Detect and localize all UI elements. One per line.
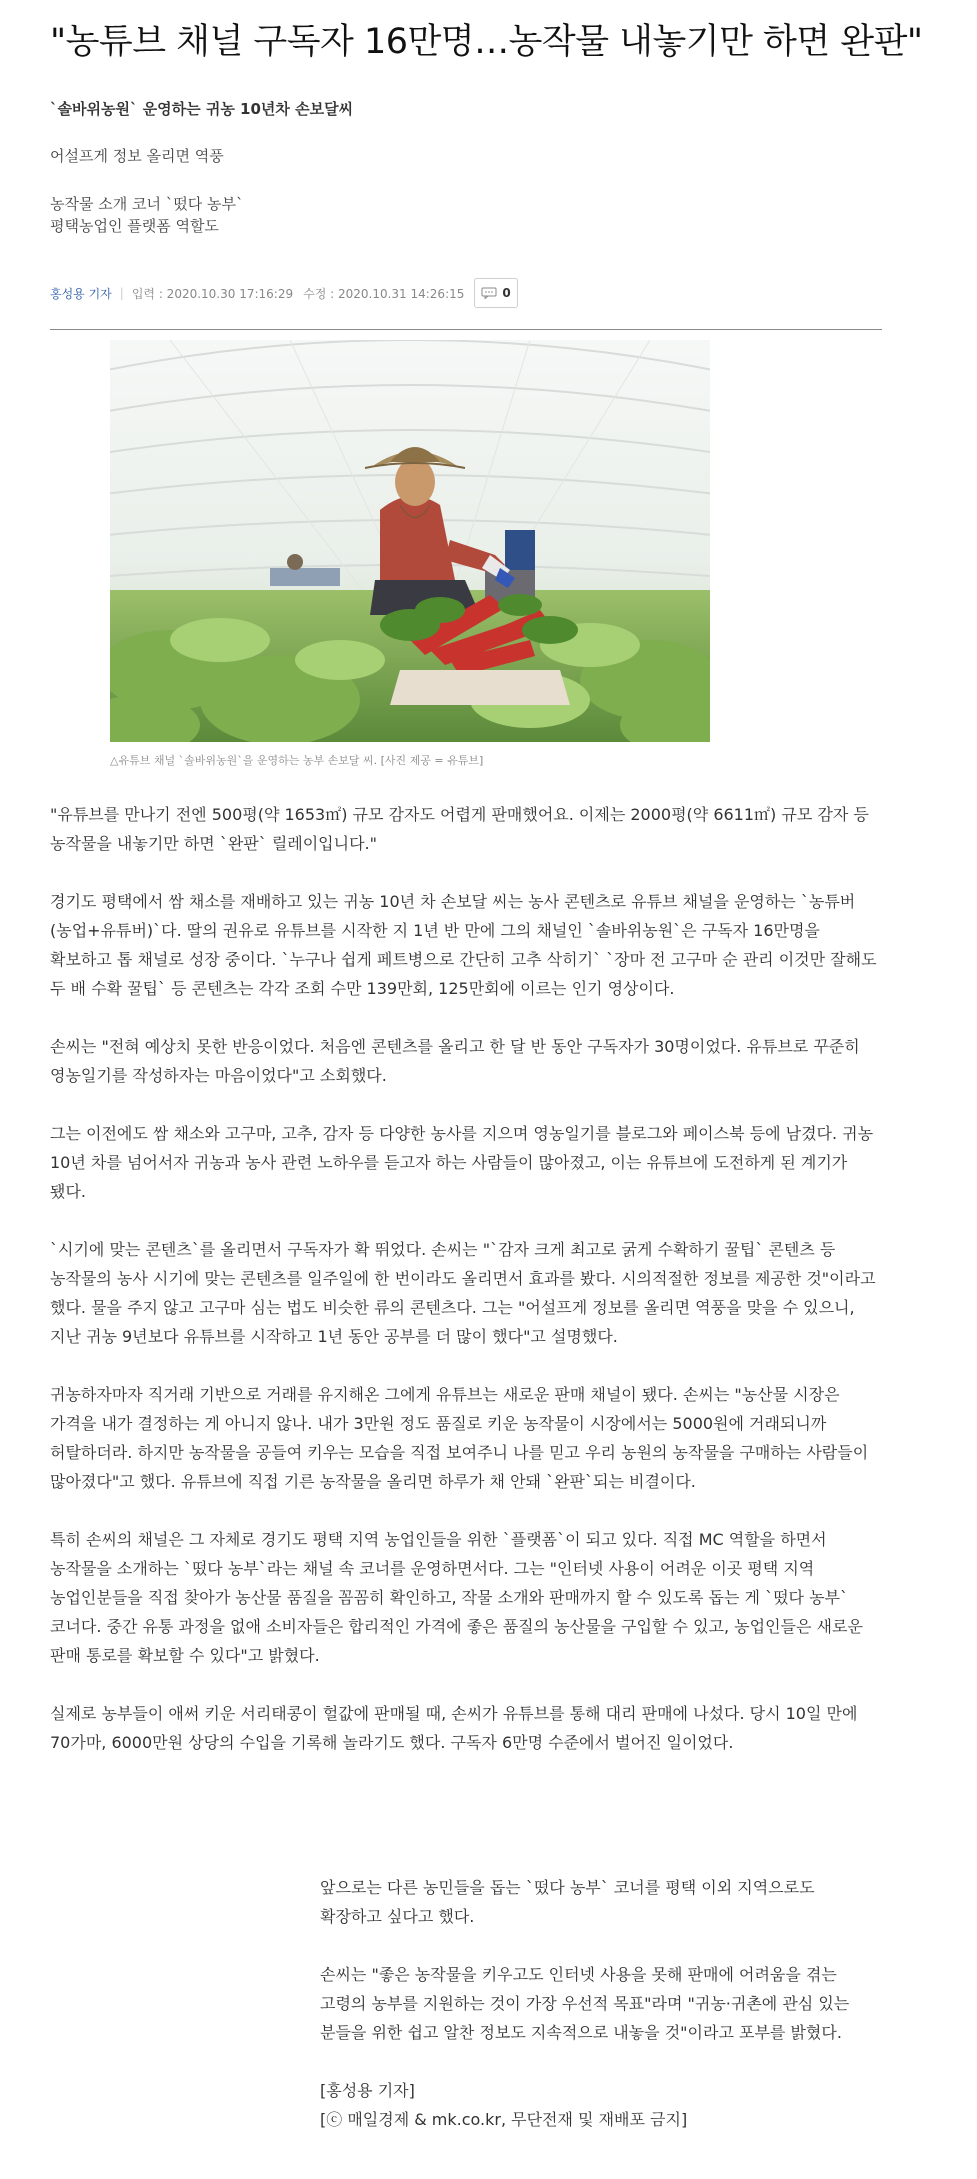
article-closing — [320, 1873, 880, 2134]
paragraph-8: 실제로 농부들이 애써 키운 서리태콩이 헐값에 판매될 때, 손씨가 유튜브를 통해 대리 판매에 나섰다. 당시 10일 만에 70가마, 6000만원 상당의 수입을 기록해 놀라기도 했다. 구독자 6만명 수준에서 벌어진 일이었다. — [50, 1704, 858, 1752]
article-title: "농튜브 채널 구독자 16만명…농작물 내놓기만 하면 완판" — [50, 22, 923, 62]
farmer-photo-illustration — [110, 340, 710, 742]
article-photo — [110, 340, 710, 742]
paragraph-3: 손씨는 "전혀 예상치 못한 반응이었다. 처음엔 콘텐츠를 올리고 한 달 반 동안 구독자가 30명이었다. 유튜브로 꾸준히 영농일기를 작성하자는 마음이었다"고 소회했다. — [50, 1037, 860, 1085]
subtitle-3 — [50, 193, 880, 237]
edit-date: 수정 : 2020.10.31 14:26:15 — [303, 286, 465, 301]
paragraph-5: `시기에 맞는 콘텐츠`를 올리면서 구독자가 확 뛰었다. 손씨는 "`감자 크게 최고로 굵게 수확하기 꿀팁` 콘텐츠 등 농작물의 농사 시기에 맞는 콘텐츠를 일주일에 한 번이라도 올리면서 효과를 봤다. 시의적절한 정보를 제공한 것"이라고 했다. 물을 주지 않고 고구마 심는 법도 비슷한 류의 콘텐츠다. 그는 "어설프게 정보를 올리면 역풍을 맞을 수 있으니, 지난 귀농 9년보다 유튜브를 시작하고 1년 동안 공부를 더 많이 했다"고 설명했다. — [50, 1240, 876, 1346]
comment-button[interactable] — [474, 278, 517, 308]
paragraph-1: "유튜브를 만나기 전엔 500평(약 1653㎡) 규모 감자도 어렵게 판매했어요. 이제는 2000평(약 6611㎡) 규모 감자 등 농작물을 내놓기만 하면 `완판` 릴레이입니다." — [50, 805, 869, 853]
closing-paragraph-1: 앞으로는 다른 농민들을 돕는 `떴다 농부` 코너를 평택 이외 지역으로도 확장하고 싶다고 했다. — [320, 1878, 815, 1926]
subtitle-3a: 농작물 소개 코너 `떴다 농부` — [50, 195, 244, 213]
comment-count: 0 — [502, 286, 511, 300]
subtitle-2: 어설프게 정보 올리면 역풍 — [50, 147, 224, 165]
photo-caption: △유튜브 채널 `솔바위농원`을 운영하는 농부 손보달 씨. [사진 제공 = 유튜브] — [110, 754, 484, 767]
copyright-notice: [ⓒ 매일경제 & mk.co.kr, 무단전재 및 재배포 금지] — [320, 2110, 688, 2129]
byline: [홍성용 기자] — [320, 2081, 415, 2100]
subtitle-3b: 평택농업인 플랫폼 역할도 — [50, 217, 219, 235]
paragraph-2: 경기도 평택에서 쌈 채소를 재배하고 있는 귀농 10년 차 손보달 씨는 농사 콘텐츠로 유튜브 채널을 운영하는 `농튜버(농업+유튜버)`다. 딸의 권유로 유튜브를 시작한 지 1년 반 만에 그의 채널인 `솔바위농원`은 구독자 16만명을 확보하고 톱 채널로 성장 중이다. `누구나 쉽게 페트병으로 간단히 고추 삭히기` `장마 전 고구마 순 관리 이것만 잘해도 두 배 수확 꿀팁` 등 콘텐츠는 각각 조회 수만 139만회, 125만회에 이르는 인기 영상이다. — [50, 892, 877, 998]
input-date: 입력 : 2020.10.30 17:16:29 — [131, 286, 294, 301]
article-header — [50, 0, 923, 338]
paragraph-6: 귀농하자마자 직거래 기반으로 거래를 유지해온 그에게 유튜브는 새로운 판매 채널이 됐다. 손씨는 "농산물 시장은 가격을 내가 결정하는 게 아니지 않나. 내가 3만원 정도 품질로 키운 농작물이 시장에서는 5000원에 거래되니까 허탈하더라. 하지만 농작물을 공들여 키우는 모습을 직접 보여주니 나를 믿고 우리 농원의 농작물을 구매하는 사람들이 많아졌다"고 했다. 유튜브에 직접 기른 농작물을 올리면 하루가 채 안돼 `완판`되는 비결이다. — [50, 1385, 869, 1491]
article-body — [50, 800, 880, 1786]
article-meta — [50, 277, 880, 309]
paragraph-4: 그는 이전에도 쌈 채소와 고구마, 고추, 감자 등 다양한 농사를 지으며 영농일기를 블로그와 페이스북 등에 남겼다. 귀농 10년 차를 넘어서자 귀농과 농사 관련 노하우를 듣고자 하는 사람들이 많아졌고, 이는 유튜브에 도전하게 된 계기가 됐다. — [50, 1124, 874, 1201]
closing-paragraph-2: 손씨는 "좋은 농작물을 키우고도 인터넷 사용을 못해 판매에 어려움을 겪는 고령의 농부를 지원하는 것이 가장 우선적 목표"라며 "귀농·귀촌에 관심 있는 분들을 위한 쉽고 알찬 정보도 지속적으로 내놓을 것"이라고 포부를 밝혔다. — [320, 1965, 850, 2042]
subtitle-1: `솔바위농원` 운영하는 귀농 10년차 손보달씨 — [50, 100, 354, 118]
header-divider — [50, 329, 882, 330]
comment-icon — [481, 287, 497, 299]
paragraph-7: 특히 손씨의 채널은 그 자체로 경기도 평택 지역 농업인들을 위한 `플랫폼`이 되고 있다. 직접 MC 역할을 하면서 농작물을 소개하는 `떴다 농부`라는 채널 속 코너를 운영하면서다. 그는 "인터넷 사용이 어려운 이곳 평택 지역 농업인분들을 직접 찾아가 농산물 품질을 꼼꼼히 확인하고, 작물 소개와 판매까지 할 수 있도록 돕는 게 `떴다 농부` 코너다. 중간 유통 과정을 없애 소비자들은 합리적인 가격에 좋은 품질의 농산물을 구입할 수 있고, 농업인들은 새로운 판매 통로를 확보할 수 있다"고 밝혔다. — [50, 1530, 863, 1665]
reporter-link[interactable]: 홍성용 기자 — [50, 286, 112, 301]
meta-divider: | — [119, 286, 124, 300]
article-subtitles — [50, 98, 880, 237]
